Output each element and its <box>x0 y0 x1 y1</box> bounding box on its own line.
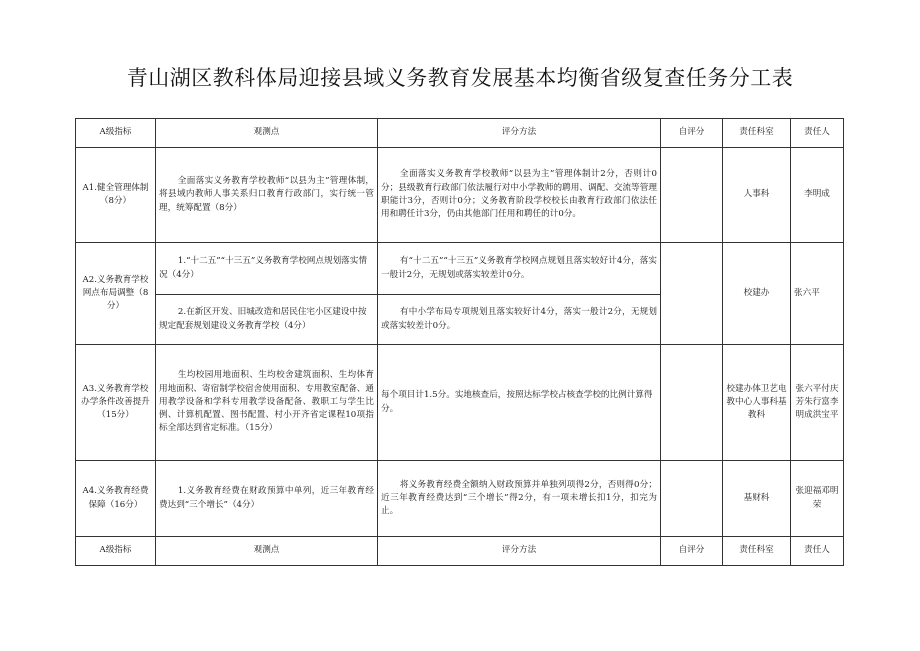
table-footer-header-row <box>76 537 844 566</box>
method-cell: 全面落实义务教育学校教师“以县为主”管理体制计2分，否则计0分；县级教育行政部门依法履行对中小学教师的聘用、调配、交流等管理职能计3分，否则计0分；义务教育阶段学校校长由教育行政部门依法任用和聘任计3分，仍由其他部门任用和聘任的计0分。 <box>378 148 661 243</box>
table-header-row <box>76 119 844 148</box>
header-person: 责任人 <box>791 119 844 148</box>
table-row <box>76 148 844 243</box>
footer-header-person: 责任人 <box>791 537 844 566</box>
indicator-cell: A3.义务教育学校办学条件改善提升（15分） <box>76 345 156 461</box>
footer-header-observation: 观测点 <box>156 537 378 566</box>
footer-header-method: 评分方法 <box>378 537 661 566</box>
header-observation: 观测点 <box>156 119 378 148</box>
observation-cell: 1.“十二五”“十三五”义务教育学校网点规划落实情况（4分） <box>156 243 378 295</box>
person-cell: 张迎福邓明荣 <box>791 461 844 537</box>
indicator-cell: A1.健全管理体制（8分） <box>76 148 156 243</box>
person-cell: 张六平付庆芳朱行富李明成洪宝平 <box>791 345 844 461</box>
department-cell: 基财科 <box>723 461 791 537</box>
document-title: 青山湖区教科体局迎接县域义务教育发展基本均衡省级复查任务分工表 <box>126 66 794 90</box>
indicator-cell: A4.义务教育经费保障（16分） <box>76 461 156 537</box>
observation-cell: 全面落实义务教育学校教师“以县为主”管理体制，将县域内教师人事关系归口教育行政部门，实行统一管理，统筹配置（8分） <box>156 148 378 243</box>
department-cell: 人事科 <box>723 148 791 243</box>
table-row <box>76 461 844 537</box>
method-cell: 有“十二五”“十三五”义务教育学校网点规划且落实较好计4分，落实一般计2分，无规划或落实较差计0分。 <box>378 243 661 295</box>
method-cell: 有中小学布局专项规划且落实较好计4分，落实一般计2分，无规划或落实较差计0分。 <box>378 295 661 345</box>
table-row <box>76 345 844 461</box>
observation-cell: 1.义务教育经费在财政预算中单列，近三年教育经费达到“三个增长”（4分） <box>156 461 378 537</box>
footer-header-department: 责任科室 <box>723 537 791 566</box>
department-cell: 校建办 <box>723 243 791 345</box>
person-cell: 张六平 <box>791 243 844 345</box>
header-self-score: 自评分 <box>661 119 723 148</box>
footer-header-self-score: 自评分 <box>661 537 723 566</box>
self-score-cell <box>661 345 723 461</box>
header-department: 责任科室 <box>723 119 791 148</box>
person-cell: 李明成 <box>791 148 844 243</box>
observation-cell: 生均校园用地面积、生均校舍建筑面积、生均体育用地面积、寄宿制学校宿舍使用面积、专用教室配备、通用教学设备和学科专用教学设备配备、教职工与学生比例、计算机配置、图书配置、村小开齐省定课程10项指标全部达到省定标准。（15分） <box>156 345 378 461</box>
task-assignment-table <box>75 118 844 566</box>
header-method: 评分方法 <box>378 119 661 148</box>
observation-cell: 2.在新区开发、旧城改造和居民住宅小区建设中按规定配套规划建设义务教育学校（4分） <box>156 295 378 345</box>
self-score-cell <box>661 461 723 537</box>
department-cell: 校建办体卫艺电教中心人事科基教科 <box>723 345 791 461</box>
method-cell: 每个项目计1.5分。实地核查后，按照达标学校占核查学校的比例计算得分。 <box>378 345 661 461</box>
self-score-cell <box>661 148 723 243</box>
self-score-cell <box>661 243 723 345</box>
table-row <box>76 243 844 295</box>
indicator-cell: A2.义务教育学校网点布局调整（8分） <box>76 243 156 345</box>
header-indicator: A级指标 <box>76 119 156 148</box>
footer-header-indicator: A级指标 <box>76 537 156 566</box>
method-cell: 将义务教育经费全额纳入财政预算并单独列项得2分，否则得0分；近三年教育经费达到“三个增长”得2分，有一项未增长扣1分，扣完为止。 <box>378 461 661 537</box>
